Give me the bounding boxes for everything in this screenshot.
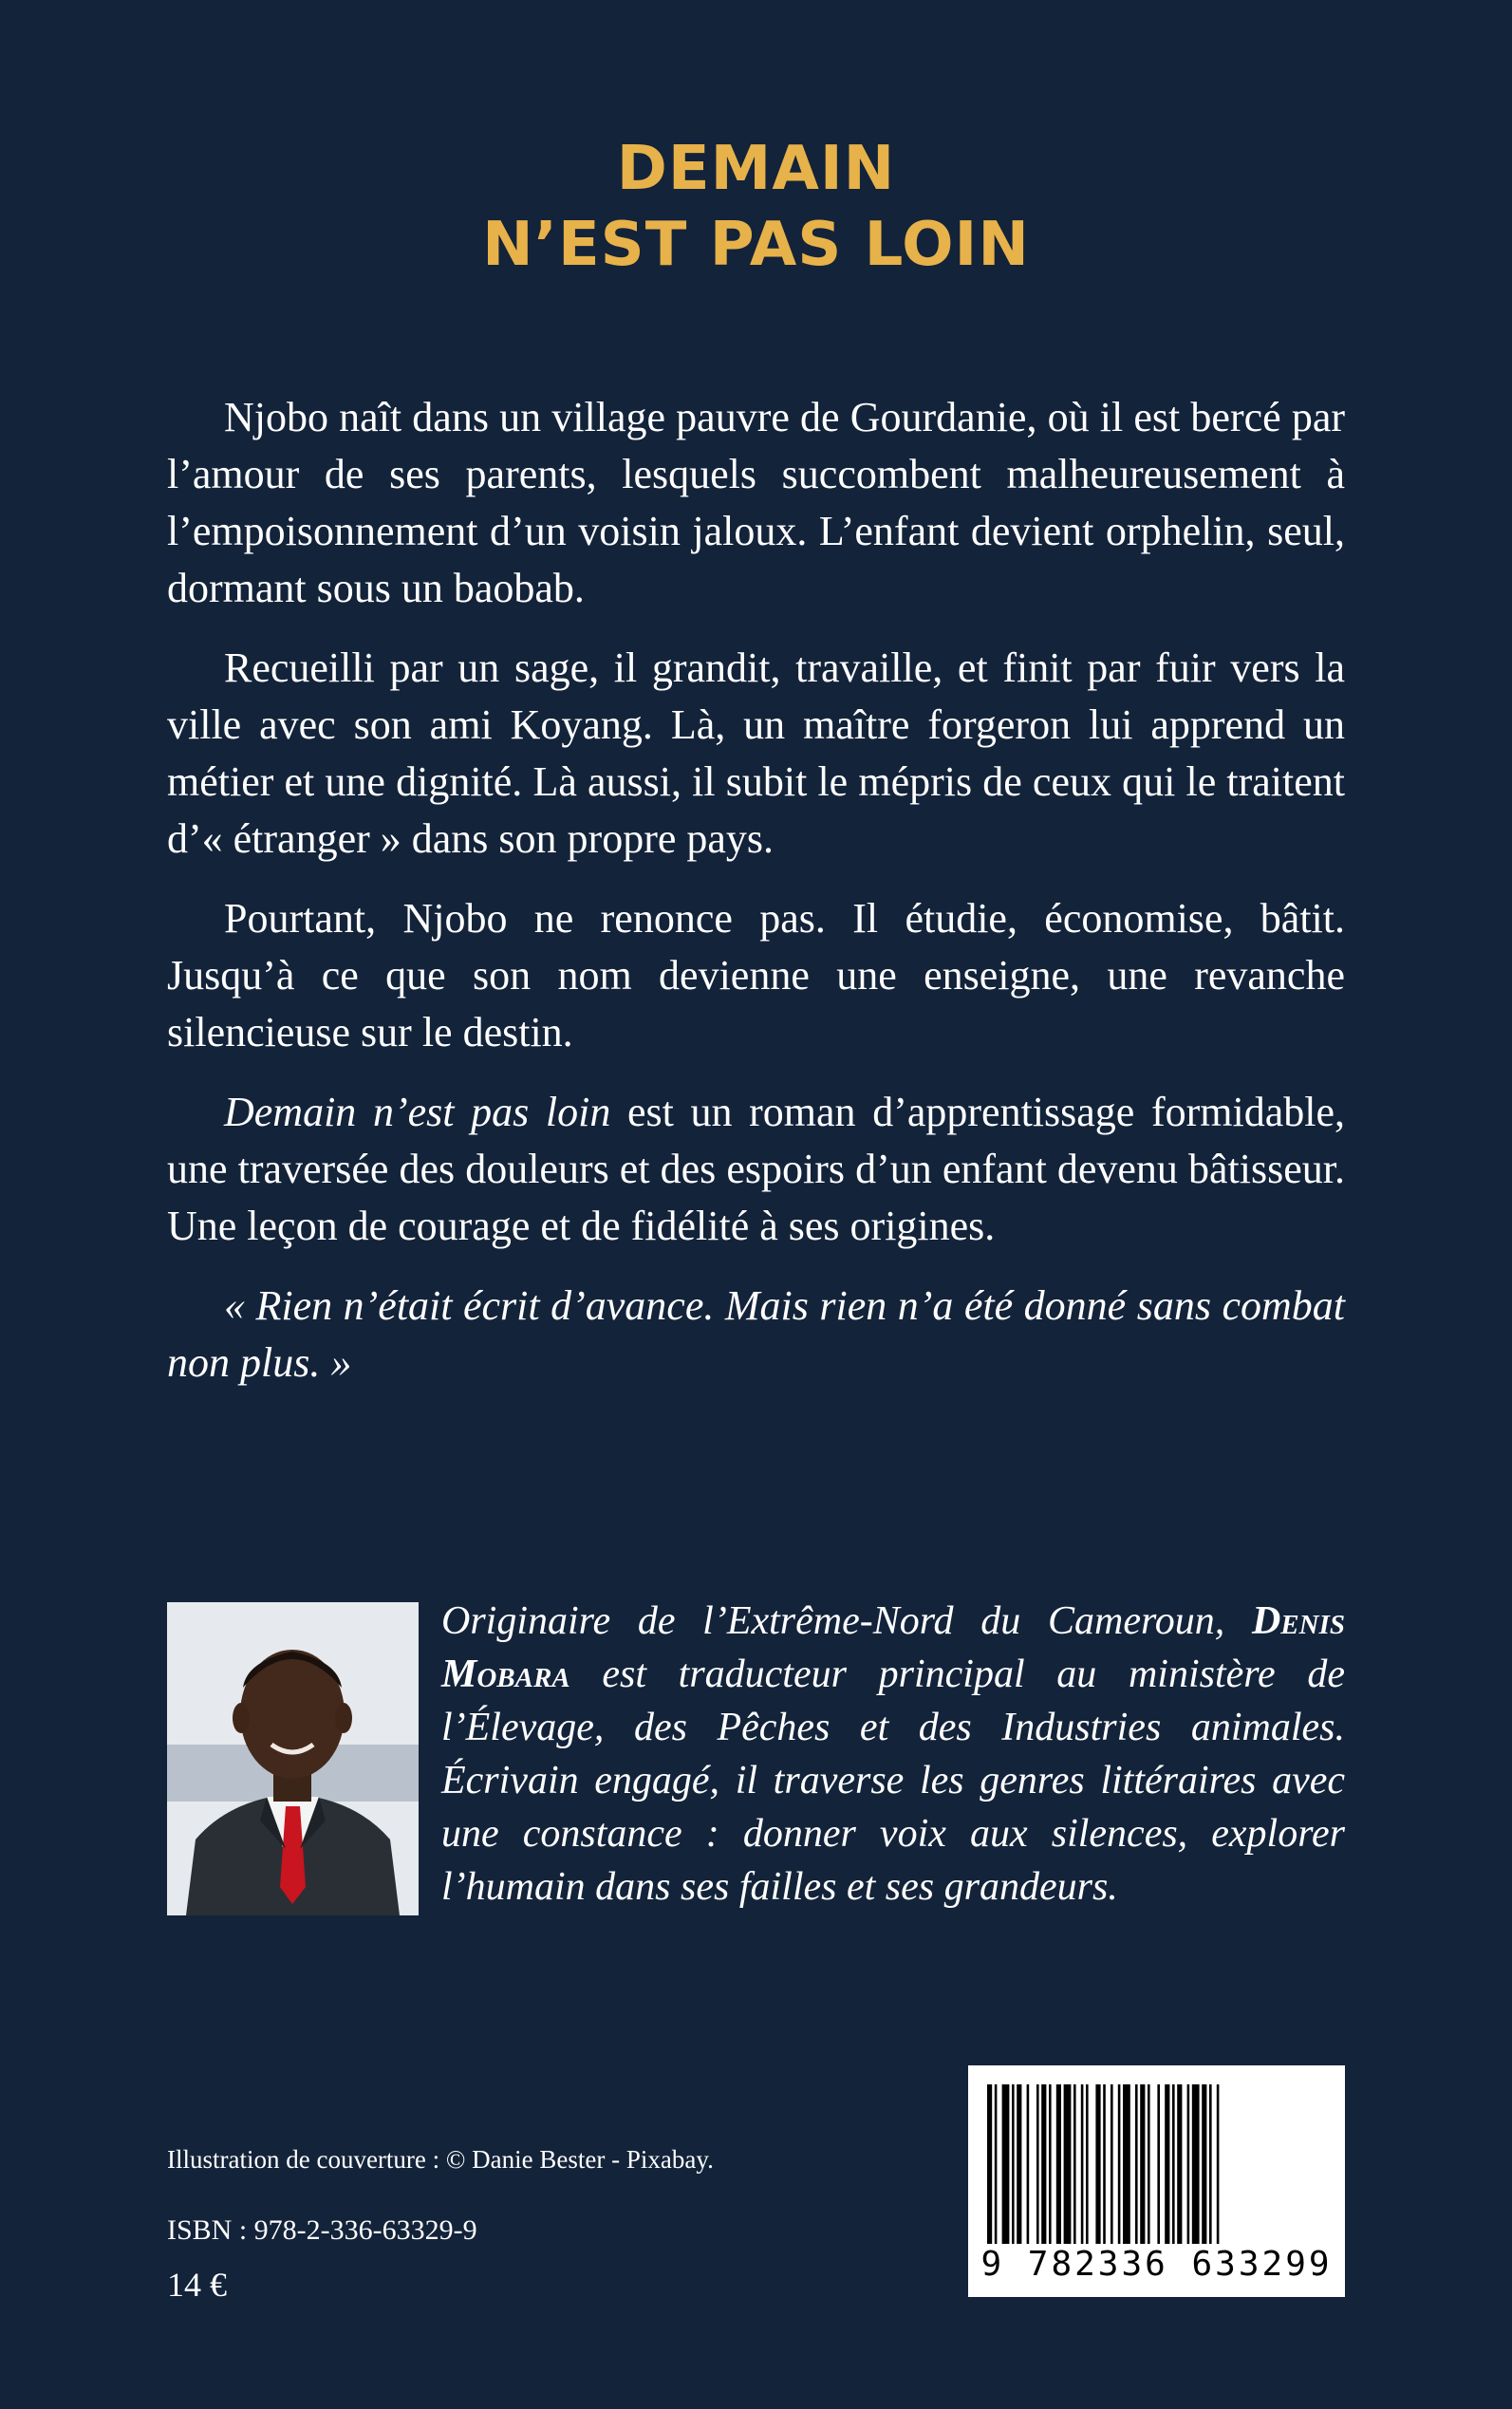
barcode-bar [1086,2084,1089,2244]
blurb-paragraph-2: Recueilli par un sage, il grandit, travaille, et finit par fuir vers la ville avec son ami Koyang. Là, un maître forgeron lui apprend un métier et une dignité. Là aussi, il subit le mépris de ceux qui le traitent d’« étranger » dans son propre pays. [167,644,1345,862]
barcode-bar [1217,2084,1220,2244]
book-title-inline: Demain n’est pas loin [224,1089,611,1135]
barcode-bar [1165,2084,1169,2244]
barcode-bar [1209,2084,1212,2244]
barcode-bar [987,2084,992,2244]
barcode-bar [1036,2084,1039,2244]
isbn: ISBN : 978-2-336-63329-9 [167,2214,477,2246]
blurb-paragraph-4-text: est un roman d’apprentissage formidable, une traversée des douleurs et des espoirs d’un enfant devenu bâtisseur. Une leçon de courage et de fidélité à ses origines. [167,1089,1346,1249]
barcode-bar [1027,2084,1030,2244]
barcode-bar [1148,2084,1150,2244]
author-bio [441,1595,1345,1914]
barcode-bar [1064,2084,1072,2244]
barcode-bar [1095,2084,1100,2244]
author-name: Denis Mobara [441,1599,1345,1696]
author-bio-text: est traducteur principal au ministère de l’Élevage, des Pêches et des Industries animales. Écrivain engagé, il traverse les genres littéraires avec une constance : donner voix aux silences, explorer l’humain dans ses failles et ses grandeurs. [441,1653,1345,1909]
blurb-paragraph-4 [167,1084,1345,1255]
barcode-bar [1073,2084,1076,2244]
author-photo [167,1602,419,1915]
barcode-bar [1056,2084,1061,2244]
barcode-bar [1123,2084,1130,2244]
barcode-bar [1002,2084,1010,2244]
barcode-bar [1111,2084,1113,2244]
book-title [0,131,1512,283]
barcode-bar [995,2084,998,2244]
barcode-bar [1081,2084,1084,2244]
barcode-bar [1012,2084,1015,2244]
barcode-bar [1118,2084,1121,2244]
barcode-bar [1177,2084,1182,2244]
author-portrait-illustration [167,1602,419,1915]
barcode-bar [1157,2084,1160,2244]
barcode-bar [1041,2084,1046,2244]
author-bio-intro: Originaire de l’Extrême-Nord du Cameroun, [441,1599,1252,1643]
barcode-digits: 9 782336 633299 [980,2245,1333,2284]
barcode-bar [1017,2084,1021,2244]
barcode-bar [1135,2084,1138,2244]
barcode-bar [1192,2084,1200,2244]
title-line-2: N’EST PAS LOIN [482,210,1030,280]
barcode-bar [1172,2084,1175,2244]
barcode-bar [1140,2084,1145,2244]
title-line-1: DEMAIN [616,134,896,204]
blurb-paragraph-1: Njobo naît dans un village pauvre de Gourdanie, où il est bercé par l’amour de ses parents, lesquels succombent malheureusement à l’empoisonnement d’un voisin jaloux. L’enfant devient orphelin, seul, dormant sous un baobab. [167,394,1345,611]
barcode-bar [1103,2084,1106,2244]
blurb-paragraph-3: Pourtant, Njobo ne renonce pas. Il étudie, économise, bâtit. Jusqu’à ce que son nom devienne une enseigne, une revanche silencieuse sur le destin. [167,895,1345,1055]
price: 14 € [167,2266,227,2304]
barcode-bar [1187,2084,1190,2244]
back-cover-blurb [167,389,1345,1414]
barcode [968,2065,1345,2297]
cover-illustration-credit: Illustration de couverture : © Danie Bester - Pixabay. [167,2145,714,2174]
barcode-bar [1049,2084,1052,2244]
barcode-bar [1202,2084,1206,2244]
blurb-quote: « Rien n’était écrit d’avance. Mais rien n’a été donné sans combat non plus. » [167,1282,1345,1386]
